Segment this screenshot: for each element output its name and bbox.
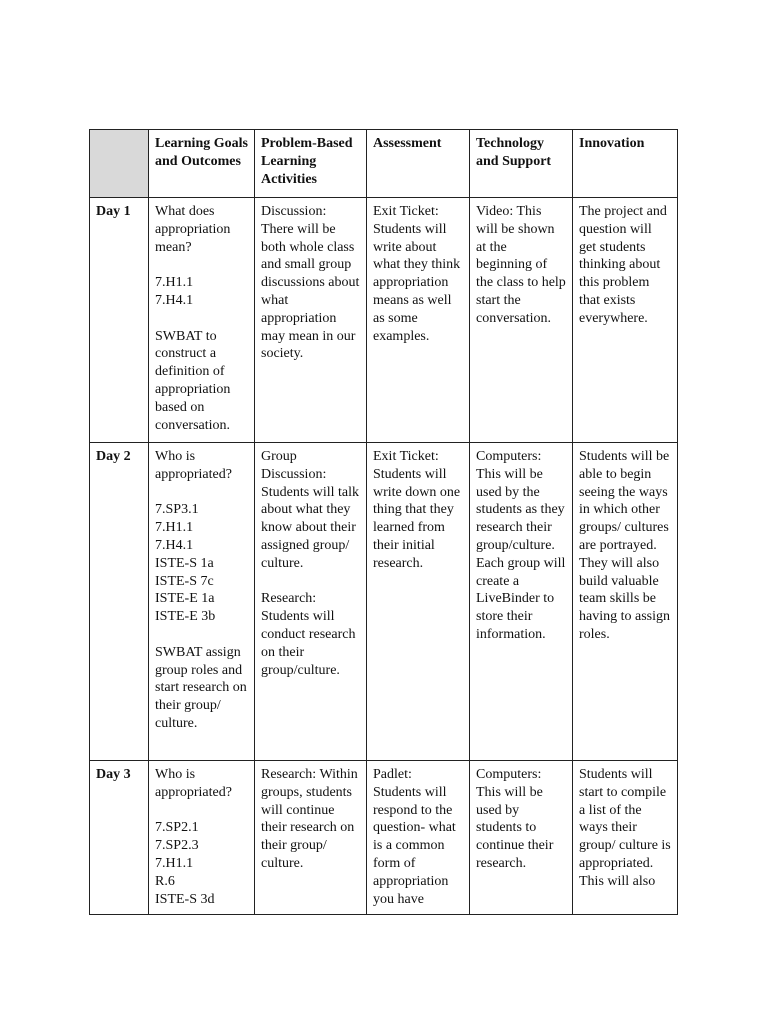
day-label: Day 1: [90, 198, 149, 443]
technology-cell: Computers: This will be used by students to continue their research.: [470, 761, 573, 915]
goals-cell: Who is appropriated? 7.SP2.1 7.SP2.3 7.H1.1 R.6 ISTE-S 3d: [149, 761, 255, 915]
activities-cell: Research: Within groups, students will continue their research on their group/ culture.: [255, 761, 367, 915]
activities-cell: Discussion: There will be both whole class and small group discussions about what appropriation may mean in our society.: [255, 198, 367, 443]
technology-cell: Computers: This will be used by the students as they research their group/culture. Each group will create a LiveBinder to store their information.: [470, 443, 573, 761]
goals-cell: What does appropriation mean? 7.H1.1 7.H4.1 SWBAT to construct a definition of appropriation based on conversation.: [149, 198, 255, 443]
assessment-cell: Exit Ticket: Students will write down one thing that they learned from their initial research.: [367, 443, 470, 761]
innovation-cell: Students will be able to begin seeing the ways in which other groups/ cultures are portrayed. They will also build valuable team skills be having to assign roles.: [573, 443, 678, 761]
table-row: [90, 761, 678, 915]
table-row: [90, 443, 678, 761]
header-learning-goals: Learning Goals and Outcomes: [149, 130, 255, 198]
header-technology: Technology and Support: [470, 130, 573, 198]
assessment-cell: Exit Ticket: Students will write about what they think appropriation means as well as some examples.: [367, 198, 470, 443]
table-header-row: [90, 130, 678, 198]
innovation-cell: Students will start to compile a list of the ways their group/ culture is appropriated. This will also: [573, 761, 678, 915]
innovation-cell: The project and question will get students thinking about this problem that exists everywhere.: [573, 198, 678, 443]
table-row: [90, 198, 678, 443]
day-label: Day 2: [90, 443, 149, 761]
activities-cell: Group Discussion: Students will talk about what they know about their assigned group/ culture. Research: Students will conduct research on their group/culture.: [255, 443, 367, 761]
header-assessment: Assessment: [367, 130, 470, 198]
lesson-plan-table: [89, 129, 678, 915]
header-corner-cell: [90, 130, 149, 198]
day-label: Day 3: [90, 761, 149, 915]
assessment-cell: Padlet: Students will respond to the question- what is a common form of appropriation you have: [367, 761, 470, 915]
technology-cell: Video: This will be shown at the beginning of the class to help start the conversation.: [470, 198, 573, 443]
header-pbl-activities: Problem-Based Learning Activities: [255, 130, 367, 198]
goals-cell: Who is appropriated? 7.SP3.1 7.H1.1 7.H4.1 ISTE-S 1a ISTE-S 7c ISTE-E 1a ISTE-E 3b SWBAT assign group roles and start research on their group/ culture.: [149, 443, 255, 761]
header-innovation: Innovation: [573, 130, 678, 198]
